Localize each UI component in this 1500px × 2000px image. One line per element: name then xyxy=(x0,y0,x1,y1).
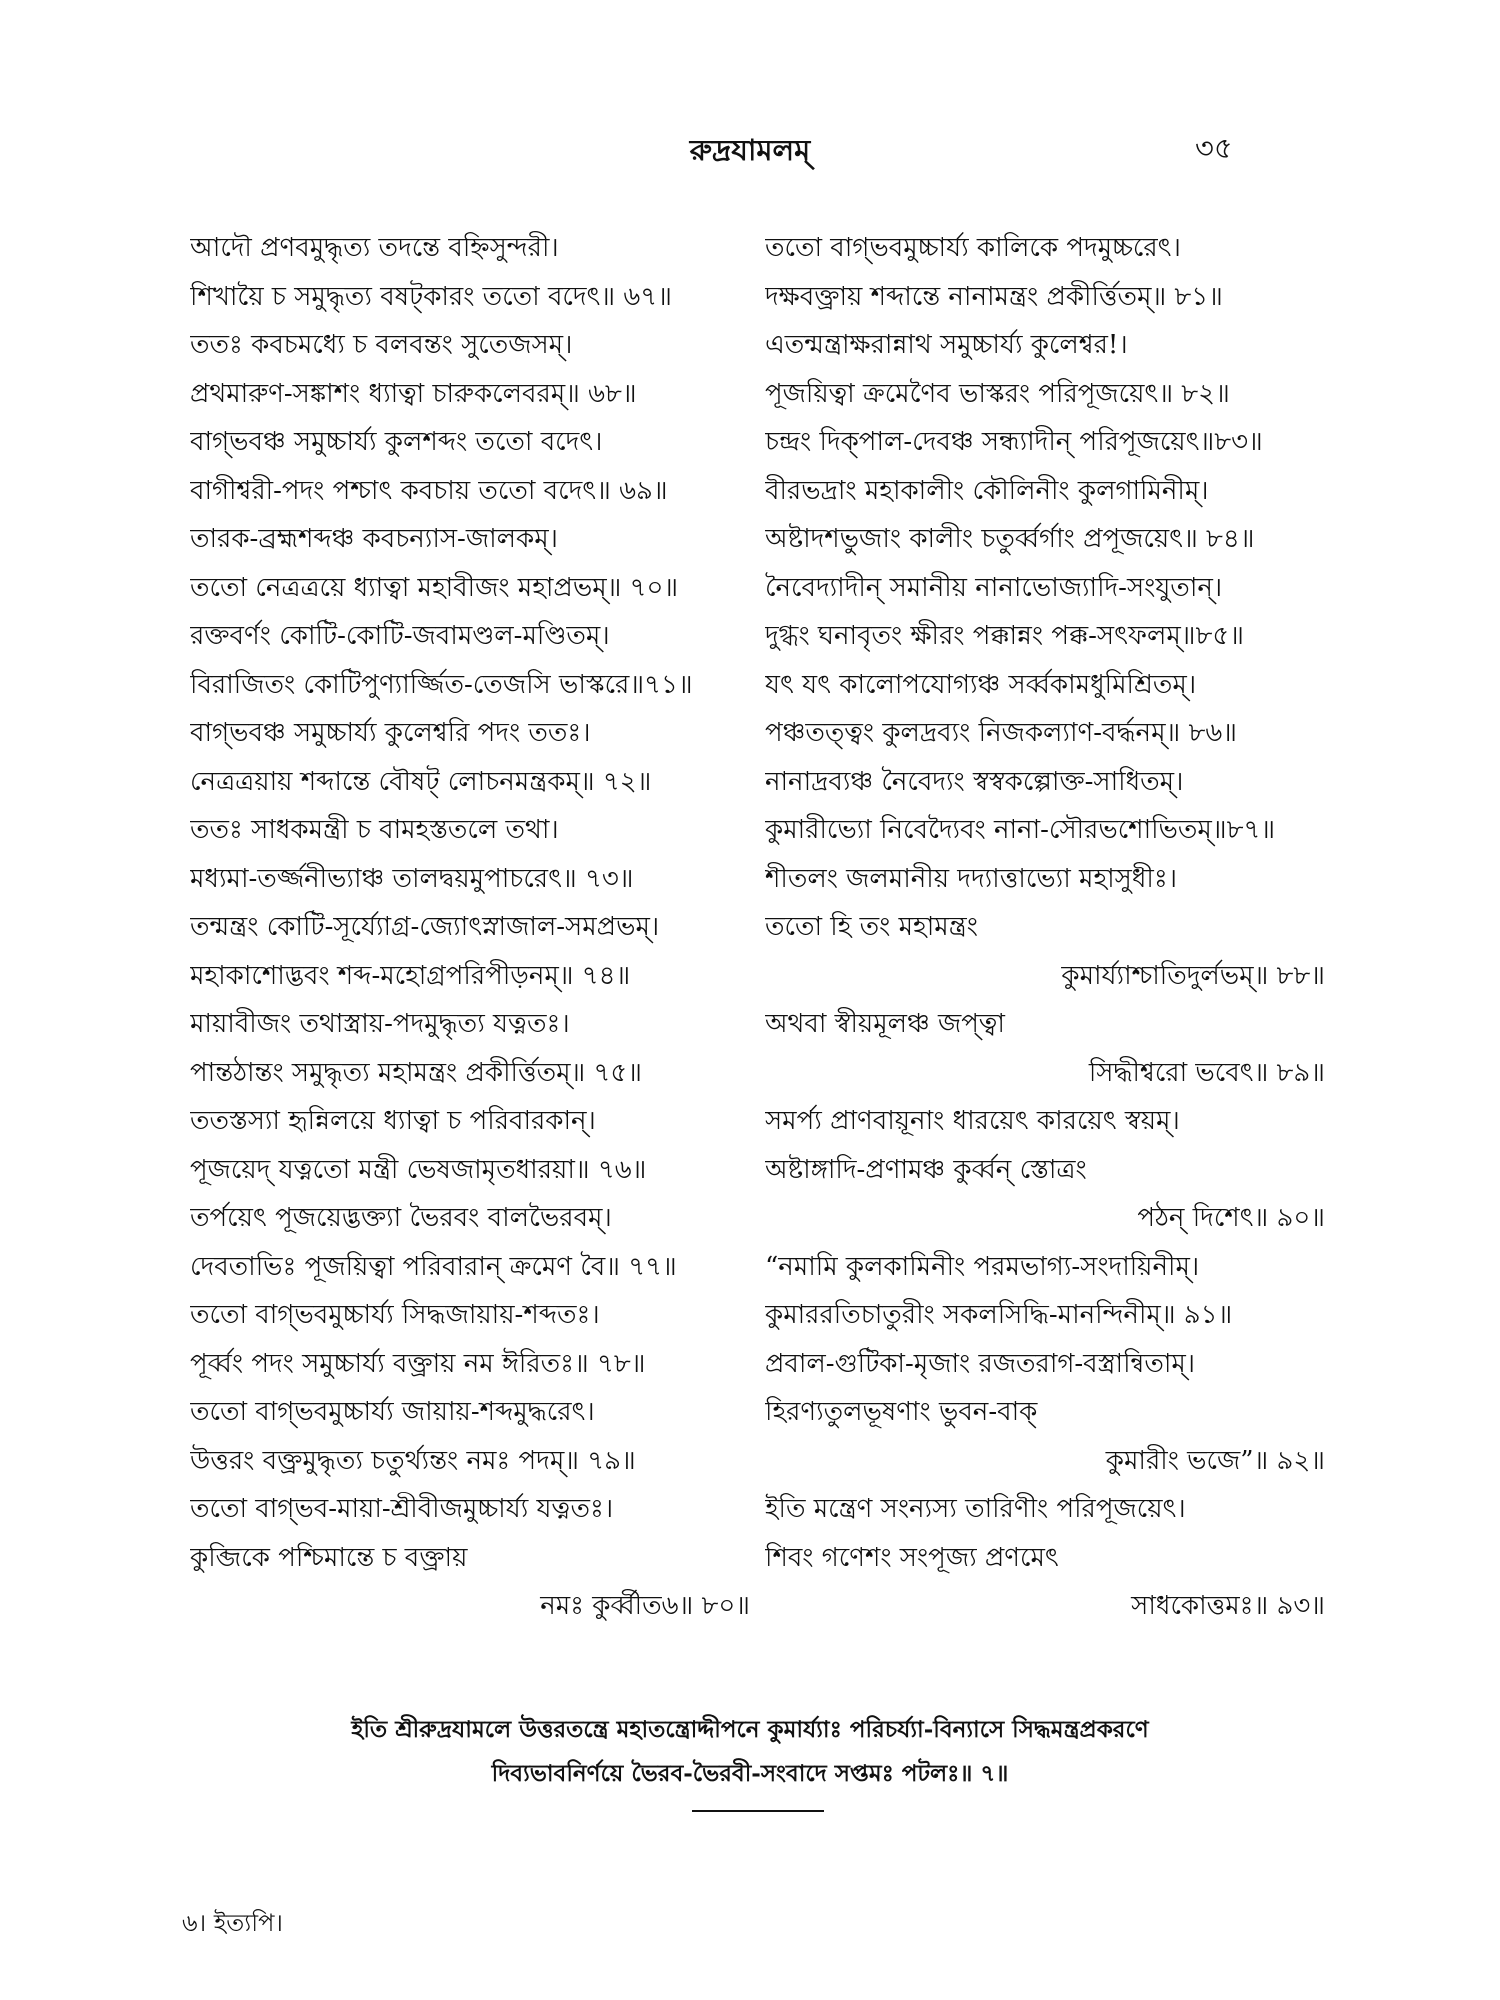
verse-line: নেত্রত্রয়ায় শব্দান্তে বৌষট্ লোচনমন্ত্রকম্॥ ৭২॥ xyxy=(190,766,652,797)
verse-line: তন্মন্ত্রং কোটি-সূর্য্যোগ্র-জ্যোৎস্নাজাল-সমপ্রভম্। xyxy=(190,912,660,942)
verse-line: সিদ্ধীশ্বরো ভবেৎ॥ ৮৯॥ xyxy=(1088,1057,1325,1088)
verse-line: মায়াবীজং তথাস্ত্রায়-পদমুদ্ধৃত্য যত্নতঃ। xyxy=(190,1009,570,1039)
verse-line: বাগ্ভবঞ্চ সমুচ্চার্য্য কুলশব্দং ততো বদেৎ। xyxy=(190,427,603,457)
verse-line: ততঃ সাধকমন্ত্রী চ বামহস্ততলে তথা। xyxy=(190,815,559,845)
verse-line: কুমারীং ভজে”॥ ৯২॥ xyxy=(1105,1445,1325,1476)
verse-line: চন্দ্রং দিক্পাল-দেবঞ্চ সন্ধ্যাদীন্ পরিপূজয়েৎ॥৮৩॥ xyxy=(765,427,1263,457)
verse-line: পান্তঠান্তং সমুদ্ধৃত্য মহামন্ত্রং প্রকীর্ত্তিতম্॥ ৭৫॥ xyxy=(190,1057,642,1088)
page-number: ৩৫ xyxy=(1195,131,1233,165)
verse-line: দুগ্ধং ঘনাবৃতং ক্ষীরং পক্কান্নং পক্ক-সৎফলম্॥৮৫॥ xyxy=(765,621,1244,651)
verse-line: দেবতাভিঃ পূজয়িত্বা পরিবারান্ ক্রমেণ বৈ॥ ৭৭॥ xyxy=(190,1251,677,1282)
footnote: ৬। ইত্যপি। xyxy=(182,1909,284,1937)
verse-line: বাগ্ভবঞ্চ সমুচ্চার্য্য কুলেশ্বরি পদং ততঃ। xyxy=(190,718,591,748)
verse-line: কুমার্য্যাশ্চাতিদুর্লভম্॥ ৮৮॥ xyxy=(1061,960,1325,991)
verse-line: শিবং গণেশং সংপূজ্য প্রণমেৎ xyxy=(765,1542,1059,1573)
verse-line: ততো নেত্রত্রয়ে ধ্যাত্বা মহাবীজং মহাপ্রভম্॥ ৭০॥ xyxy=(190,572,679,603)
chapter-colophon xyxy=(0,1708,1500,1796)
verse-line: ততো বাগ্ভবমুচ্চার্য্য কালিকে পদমুচ্চরেৎ। xyxy=(765,233,1181,263)
verse-line: কুব্জিকে পশ্চিমান্তে চ বক্ত্রায় xyxy=(190,1542,468,1573)
verse-line: নানাদ্রব্যঞ্চ নৈবেদ্যং স্বস্বকল্পোক্ত-সাধিতম্। xyxy=(765,766,1184,797)
verse-line: পঠন্ দিশেৎ॥ ৯০॥ xyxy=(1137,1203,1325,1233)
verse-line: ততস্তস্যা হৃন্নিলয়ে ধ্যাত্বা চ পরিবারকান্। xyxy=(190,1106,596,1136)
verse-line: রক্তবর্ণং কোটি-কোটি-জবামণ্ডল-মণ্ডিতম্। xyxy=(190,621,610,651)
verse-line: শিখায়ৈ চ সমুদ্ধৃত্য বষট্কারং ততো বদেৎ॥ ৬৭॥ xyxy=(190,281,672,312)
verse-line: মধ্যমা-তর্জ্জনীভ্যাঞ্চ তালদ্বয়মুপাচরেৎ॥ ৭৩॥ xyxy=(190,863,634,894)
verse-line: কুমারীভ্যো নিবেদ্যৈবং নানা-সৌরভশোভিতম্॥৮৭॥ xyxy=(765,815,1276,845)
verse-line: তারক-ব্রহ্মশব্দঞ্চ কবচন্যাস-জালকম্। xyxy=(190,524,558,554)
verse-line: ততো বাগ্ভব-মায়া-শ্রীবীজমুচ্চার্য্য যত্নতঃ। xyxy=(190,1494,614,1524)
verse-line: অষ্টাদশভুজাং কালীং চতুর্ব্বর্গাং প্রপূজয়েৎ॥ ৮৪॥ xyxy=(765,524,1255,554)
verse-line: তর্পয়েৎ পূজয়েদ্ভক্ত্যা ভৈরবং বালভৈরবম্। xyxy=(190,1203,612,1233)
verse-line: অষ্টাঙ্গাদি-প্রণামঞ্চ কুর্ব্বন্ স্তোত্রং xyxy=(765,1154,1087,1185)
verse-line: ততো বাগ্ভবমুচ্চার্য্য সিদ্ধজায়ায়-শব্দতঃ। xyxy=(190,1300,600,1330)
verse-line: বীরভদ্রাং মহাকালীং কৌলিনীং কুলগামিনীম্। xyxy=(765,475,1209,506)
verse-line: পূজয়িত্বা ক্রমেণৈব ভাস্করং পরিপূজয়েৎ॥ ৮২॥ xyxy=(765,378,1230,409)
verse-line: সাধকোত্তমঃ॥ ৯৩॥ xyxy=(1131,1591,1325,1621)
verse-line: অথবা স্বীয়মূলঞ্চ জপ্ত্বা xyxy=(765,1009,1005,1039)
verse-line: যৎ যৎ কালোপযোগ্যঞ্চ সর্ব্বকামধুমিশ্রিতম্। xyxy=(765,669,1197,700)
verse-line: পূর্ব্বং পদং সমুচ্চার্য্য বক্ত্রায় নম ঈরিতঃ॥ ৭৮॥ xyxy=(190,1348,646,1379)
verse-line: দক্ষবক্ত্রায় শব্দান্তে নানামন্ত্রং প্রকীর্ত্তিতম্॥ ৮১॥ xyxy=(765,281,1223,312)
verse-line: শীতলং জলমানীয় দদ্যাত্তাভ্যো মহাসুধীঃ। xyxy=(765,863,1177,894)
verse-line: “নমামি কুলকামিনীং পরমভাগ্য-সংদায়িনীম্। xyxy=(765,1251,1200,1282)
verse-line: পূজয়েদ্ যত্নতো মন্ত্রী ভেষজামৃতধারয়া॥ ৭৬॥ xyxy=(190,1154,647,1185)
right-column xyxy=(765,224,1325,1631)
verse-line: বিরাজিতং কোটিপুণ্যার্জ্জিত-তেজসি ভাস্করে॥৭১॥ xyxy=(190,669,693,700)
verse-line: নমঃ কুর্ব্বীত৬॥ ৮০॥ xyxy=(540,1591,750,1621)
verse-line: পঞ্চতত্ত্বং কুলদ্রব্যং নিজকল্যাণ-বর্দ্ধনম্॥ ৮৬॥ xyxy=(765,718,1237,748)
verse-line: এতন্মন্ত্রাক্ষরান্নাথ সমুচ্চার্য্য কুলেশ্বর!। xyxy=(765,330,1128,360)
verse-line: প্রবাল-গুটিকা-মৃজাং রজতরাগ-বস্ত্রান্বিতাম্। xyxy=(765,1348,1196,1379)
verse-line: ততো বাগ্ভবমুচ্চার্য্য জায়ায়-শব্দমুদ্ধরেৎ। xyxy=(190,1397,595,1427)
verse-line: ততো হি তং মহামন্ত্রং xyxy=(765,912,978,942)
verse-line: উত্তরং বক্ত্রমুদ্ধৃত্য চতুর্থ্যন্তং নমঃ পদম্॥ ৭৯॥ xyxy=(190,1445,636,1476)
verse-line: প্রথমারুণ-সঙ্কাশং ধ্যাত্বা চারুকলেবরম্॥ ৬৮॥ xyxy=(190,378,637,409)
verse-line: বাগীশ্বরী-পদং পশ্চাৎ কবচায় ততো বদেৎ॥ ৬৯॥ xyxy=(190,475,668,506)
verse-line: সমর্প্য প্রাণবায়ূনাং ধারয়েৎ কারয়েৎ স্বয়ম্। xyxy=(765,1106,1180,1136)
verse-line: হিরণ্যতুলভূষণাং ভুবন-বাক্ xyxy=(765,1397,1038,1427)
colophon-line-1: ইতি শ্রীরুদ্রযামলে উত্তরতন্ত্রে মহাতন্ত্রোদ্দীপনে কুমার্য্যাঃ পরিচর্য্যা-বিন্যাসে সিদ্ধমন্ত্রপ্রকরণে xyxy=(351,1716,1149,1743)
page-title: রুদ্রযামলম্ xyxy=(689,133,811,167)
divider-rule xyxy=(692,1810,824,1812)
verse-line: আদৌ প্রণবমুদ্ধৃত্য তদন্তে বহ্নিসুন্দরী। xyxy=(190,233,559,263)
left-column xyxy=(190,224,750,1631)
colophon-line-2: দিব্যভাবনির্ণয়ে ভৈরব-ভৈরবী-সংবাদে সপ্তমঃ পটলঃ॥ ৭॥ xyxy=(491,1760,1009,1787)
verse-line: ইতি মন্ত্রেণ সংন্যস্য তারিণীং পরিপূজয়েৎ। xyxy=(765,1494,1186,1524)
verse-line: মহাকাশোদ্ভবং শব্দ-মহোগ্রপরিপীড়নম্॥ ৭৪॥ xyxy=(190,960,631,991)
verse-line: কুমাররতিচাতুরীং সকলসিদ্ধি-মানন্দিনীম্॥ ৯১॥ xyxy=(765,1300,1233,1330)
verse-line: ততঃ কবচমধ্যে চ বলবন্তং সুতেজসম্। xyxy=(190,330,573,360)
verse-line: নৈবেদ্যাদীন্ সমানীয় নানাভোজ্যাদি-সংযুতান্। xyxy=(765,572,1223,603)
